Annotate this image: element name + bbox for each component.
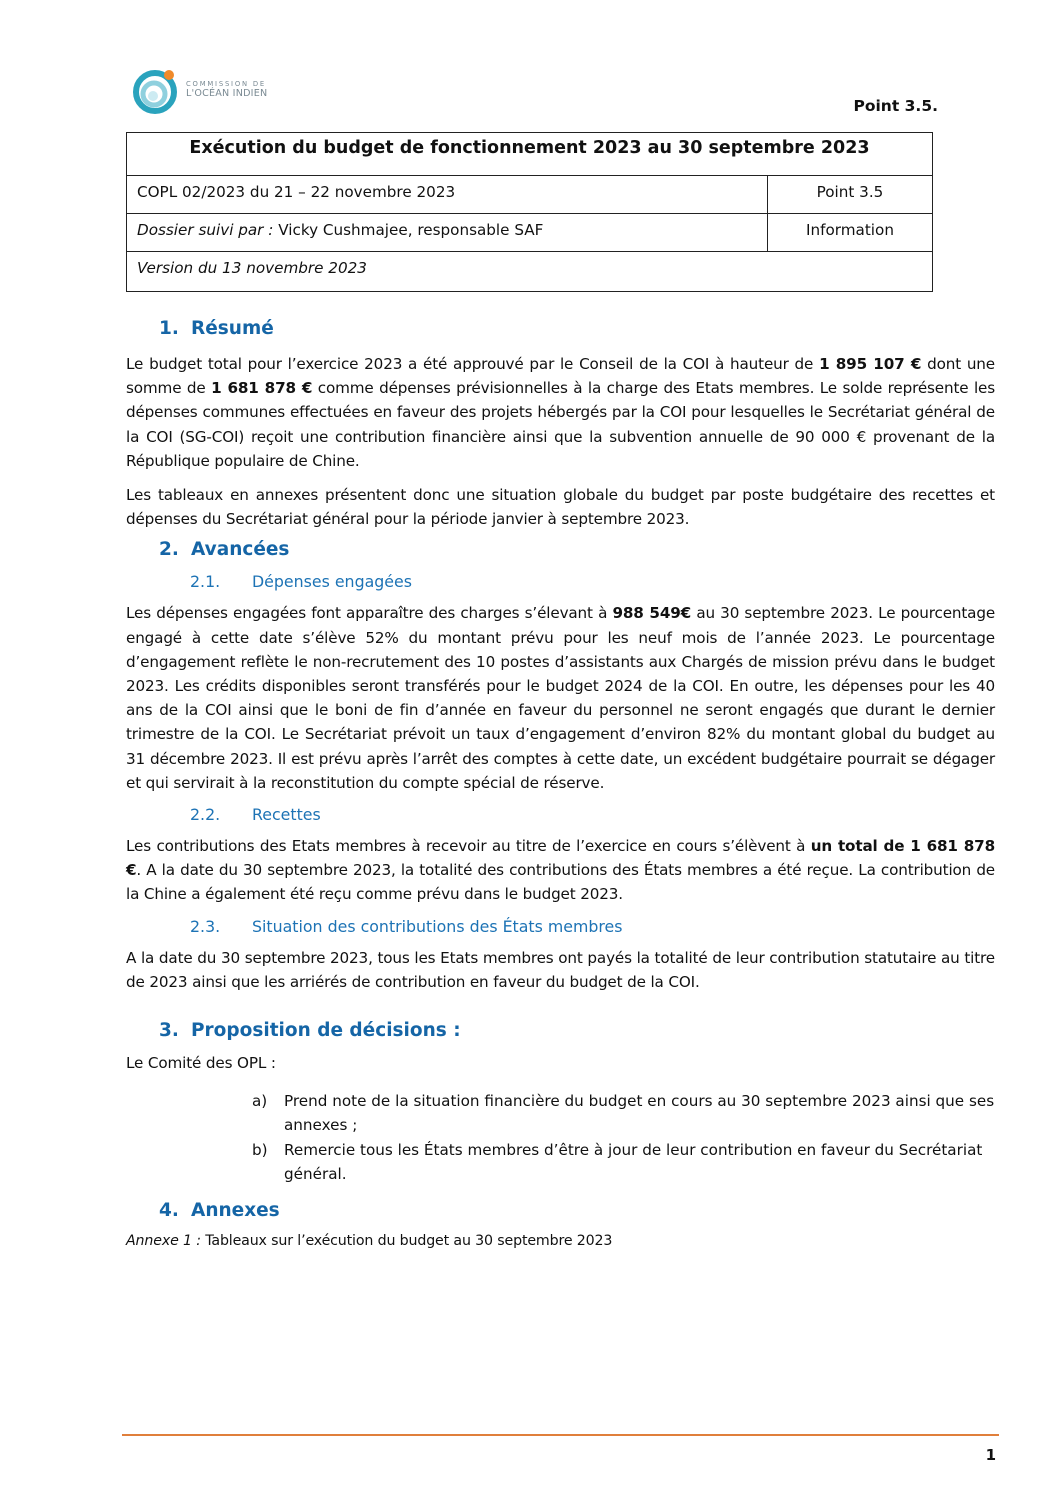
decision-item [252,1089,995,1137]
subsection-title: Dépenses engagées [252,572,412,592]
decision-item [252,1138,995,1186]
header-table [126,132,933,292]
annex-label: Annexe 1 : [126,1233,201,1250]
dossier-cell [127,214,768,252]
subsection-title: Situation des contributions des États membres [252,916,623,936]
section-heading-decisions [159,1020,995,1041]
situation-paragraph: A la date du 30 septembre 2023, tous les Etats membres ont payés la totalité de leur contribution statutaire au titre de 2023 ainsi que les arriérés de contribution en faveur du budget de la COI. [126,948,995,991]
decisions-intro: Le Comité des OPL : [126,1054,276,1073]
contributions-total-amount: un total de 1 681 878 € [126,837,995,880]
subsection-number: 2.1. [190,572,221,592]
document-body [126,318,995,1263]
page-number: 1 [985,1446,996,1464]
section-title: Résumé [191,318,274,339]
subsection-heading-situation [190,917,995,936]
resume-paragraph-2: Les tableaux en annexes présentent donc une situation globale du budget par poste budgétaire des recettes et dépenses du Secrétariat général pour la période janvier à septembre 2023. [126,486,995,529]
decision-text: Prend note de la situation financière du budget en cours au 30 septembre 2023 ainsi que ses annexes ; [284,1092,995,1135]
section-heading-resume [159,318,995,339]
text-run: au 30 septembre 2023. Le pourcentage engagé à cette date s’élève 52% du montant prévu pour les neuf mois de l’année 2023. Le pourcentage d’engagement reflète le non-recrutement des 10 postes d’assistants aux Chargés de mission prévu dans le budget 2023. Les crédits disponibles seront transférés pour le budget 2024 de la COI. En outre, les dépenses pour les 40 ans de la COI ainsi que le boni de fin d’année en faveur du personnel ne seront engagés que durant le dernier trimestre de la COI. Le Secrétariat prévoit un taux d’engagement d’environ 82% du montant global du budget au 31 décembre 2023. Il est prévu après l’arrêt des comptes à cette date, un excédent budgétaire pourrait se dégager et qui servirait à la reconstitution du compte spécial de réserve. [126,604,996,792]
logo-text [186,81,267,98]
list-marker: b) [252,1140,268,1159]
meeting-cell: COPL 02/2023 du 21 – 22 novembre 2023 [127,176,768,214]
footer-divider [122,1434,999,1436]
dossier-label: Dossier suivi par : [137,221,274,239]
section-title: Proposition de décisions : [191,1020,461,1042]
text-run: Les contributions des Etats membres à recevoir au titre de l’exercice en cours s’élèvent à [126,837,811,856]
logo-line-1: COMMISSION DE [186,80,266,89]
annex-line [126,1229,995,1253]
section-number: 4. [159,1200,179,1222]
subsection-number: 2.3. [190,916,221,936]
recettes-paragraph [126,834,995,907]
text-run: dont une somme de [126,355,995,398]
section-number: 2. [159,539,179,561]
subsection-heading-depenses [190,572,995,591]
decision-text: Remercie tous les États membres d’être à jour de leur contribution en faveur du Secrétariat général. [284,1140,983,1183]
text-run: Le budget total pour l’exercice 2023 a été approuvé par le Conseil de la COI à hauteur de [126,355,820,373]
decisions-list [252,1089,995,1186]
subsection-heading-recettes [190,805,995,824]
document-title: Exécution du budget de fonctionnement 2023 au 30 septembre 2023 [127,133,933,176]
section-heading-avancees [159,539,995,560]
annex-text: Tableaux sur l’exécution du budget au 30 septembre 2023 [200,1233,613,1250]
text-run: . A la date du 30 septembre 2023, la totalité des contributions des États membres a été reçue. La contribution de la Chine a également été reçu comme prévu dans le budget 2023. [126,861,995,904]
section-title: Avancées [191,539,290,561]
depenses-paragraph [126,601,995,795]
section-number: 3. [159,1020,179,1042]
member-states-amount: 1 681 878 € [211,379,313,398]
version-cell: Version du 13 novembre 2023 [127,252,933,292]
dossier-type-cell: Information [768,214,933,252]
text-run: comme dépenses prévisionnelles à la charge des Etats membres. Le solde représente les dépenses communes effectuées en faveur des projets hébergés par la COI pour lesquelles le Secrétariat général de la COI (SG-COI) reçoit une contribution financière ainsi que la subvention annuelle de 90 000 € provenant de la République populaire de Chine. [126,379,995,470]
section-number: 1. [159,318,179,339]
total-budget-amount: 1 895 107 € [819,355,922,373]
subsection-title: Recettes [252,805,321,825]
section-heading-annexes [159,1200,995,1221]
list-marker: a) [252,1092,268,1111]
point-reference: Point 3.5. [853,97,938,115]
dossier-value: Vicky Cushmajee, responsable SAF [273,221,544,239]
meeting-point-cell: Point 3.5 [768,176,933,214]
section-title: Annexes [191,1200,280,1222]
committed-expenses-amount: 988 549€ [612,604,692,623]
coi-logo-icon [132,66,180,114]
subsection-number: 2.2. [190,805,221,825]
text-run: Les dépenses engagées font apparaître des charges s’élevant à [126,604,613,623]
coi-logo [132,65,292,115]
resume-paragraph-1 [126,352,995,473]
logo-line-2: L'OCÉAN INDIEN [186,87,268,99]
